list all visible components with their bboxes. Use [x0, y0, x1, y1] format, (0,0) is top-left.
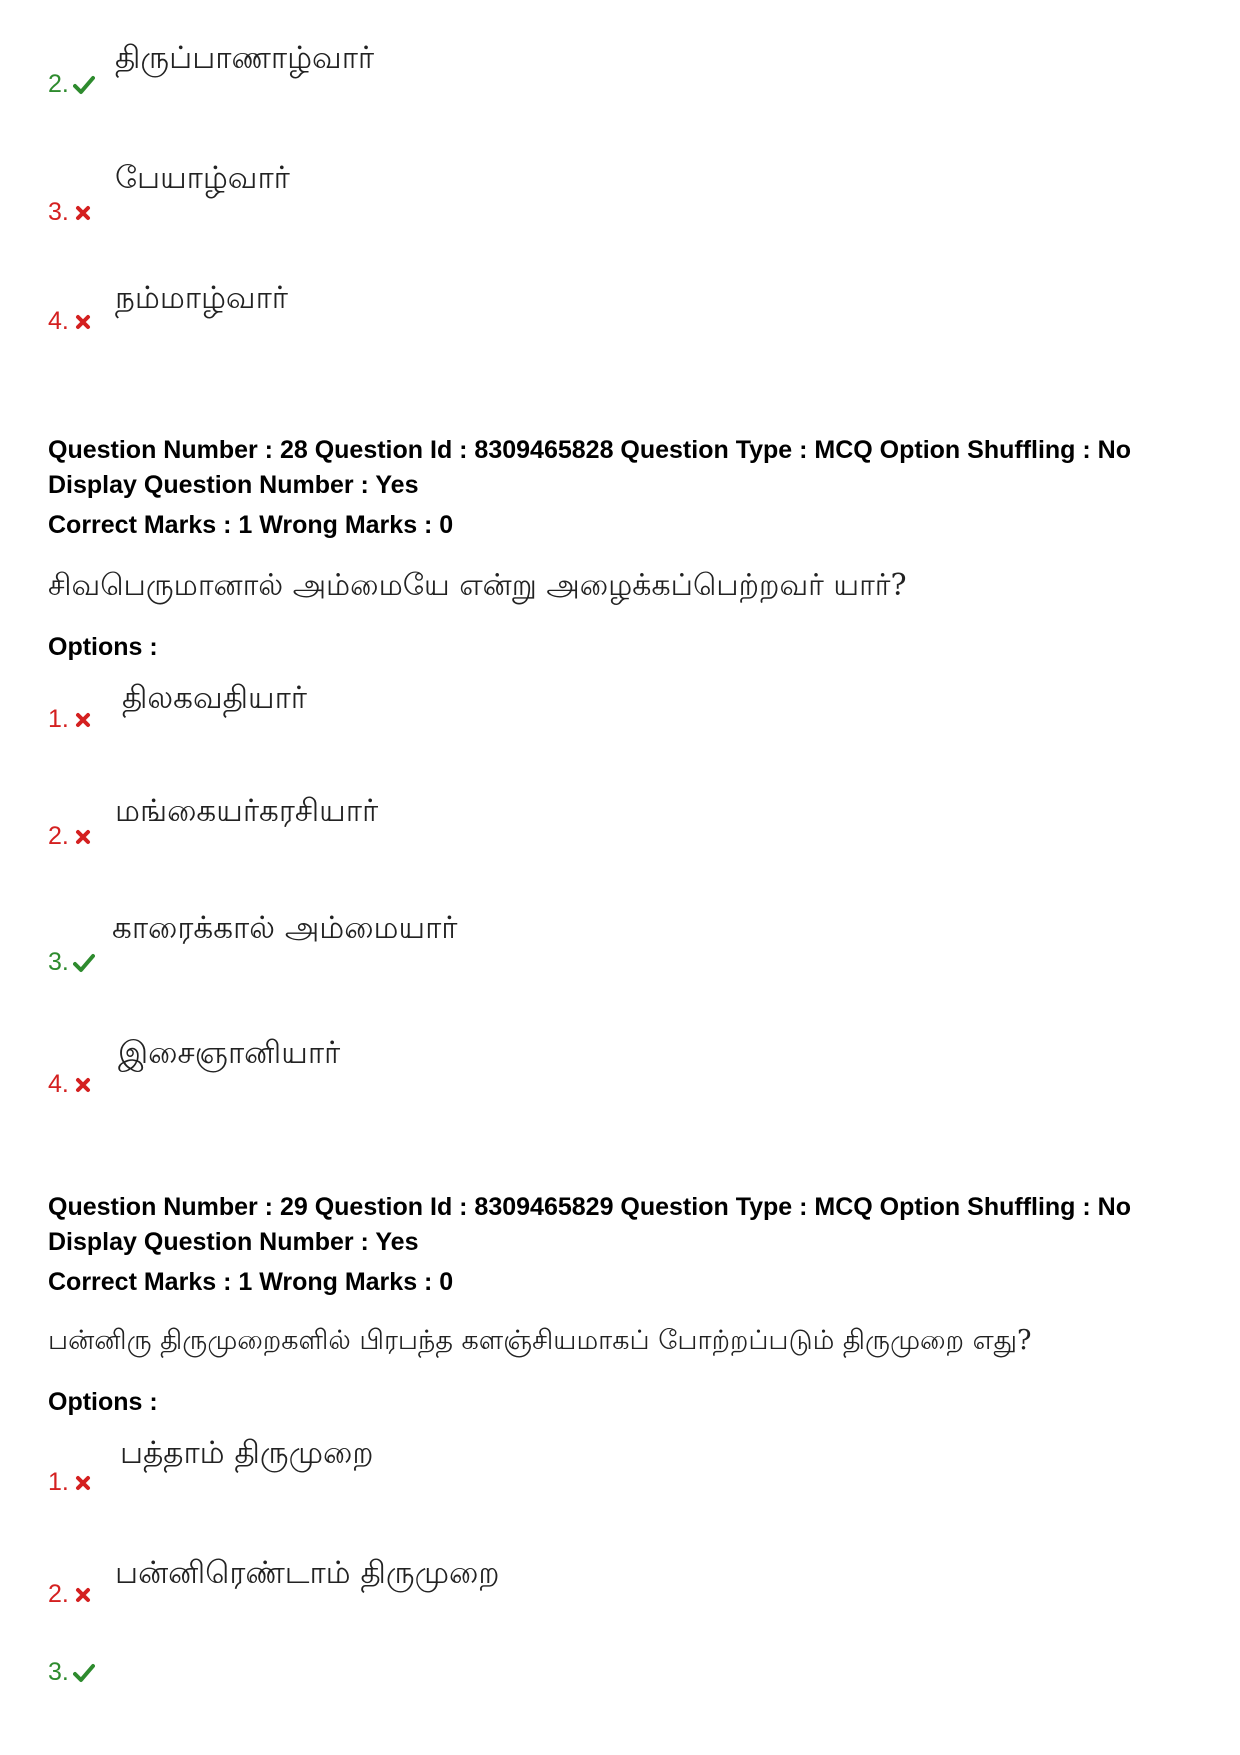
option-number: 1. [48, 1468, 91, 1497]
cross-icon [75, 314, 91, 330]
display-question-number: Display Question Number : Yes [48, 1228, 419, 1256]
option-number: 2. [48, 70, 95, 99]
option-number: 3. [48, 948, 95, 977]
option-text: பேயாழ்வார் [115, 160, 290, 196]
option-number: 4. [48, 1070, 91, 1099]
check-icon [73, 953, 95, 973]
option-text: இசைஞானியார் [118, 1035, 341, 1071]
check-icon [73, 1663, 95, 1683]
option-number: 3. [48, 1658, 95, 1687]
option-number: 2. [48, 1580, 91, 1609]
option-text: மங்கையர்கரசியார் [115, 793, 379, 829]
question-meta: Question Number : 28 Question Id : 8309465828 Question Type : MCQ Option Shuffling : No [48, 436, 1131, 464]
option-number: 2. [48, 822, 91, 851]
option-text: நம்மாழ்வார் [115, 280, 288, 316]
cross-icon [75, 712, 91, 728]
cross-icon [75, 1587, 91, 1603]
display-question-number: Display Question Number : Yes [48, 471, 419, 499]
question-text: பன்னிரு திருமுறைகளில் பிரபந்த களஞ்சியமாகப் போற்றப்படும் திருமுறை எது? [48, 1325, 1032, 1356]
options-label: Options : [48, 1388, 158, 1416]
cross-icon [75, 205, 91, 221]
option-number: 1. [48, 705, 91, 734]
option-text: திலகவதியார் [122, 680, 308, 716]
option-text: காரைக்கால் அம்மையார் [112, 910, 458, 946]
cross-icon [75, 829, 91, 845]
check-icon [73, 75, 95, 95]
marks-info: Correct Marks : 1 Wrong Marks : 0 [48, 511, 454, 539]
option-text: பன்னிரெண்டாம் திருமுறை [115, 1555, 500, 1591]
option-number: 3. [48, 198, 91, 227]
cross-icon [75, 1077, 91, 1093]
option-number: 4. [48, 307, 91, 336]
question-meta: Question Number : 29 Question Id : 8309465829 Question Type : MCQ Option Shuffling : No [48, 1193, 1131, 1221]
option-text: பத்தாம் திருமுறை [120, 1435, 374, 1471]
question-text: சிவபெருமானால் அம்மையே என்று அழைக்கப்பெற்றவர் யார்? [48, 568, 907, 603]
options-label: Options : [48, 633, 158, 661]
cross-icon [75, 1475, 91, 1491]
option-text: திருப்பாணாழ்வார் [115, 40, 375, 76]
marks-info: Correct Marks : 1 Wrong Marks : 0 [48, 1268, 454, 1296]
